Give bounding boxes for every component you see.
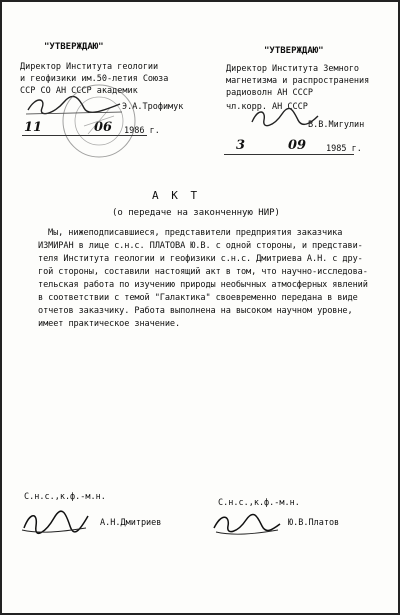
body-line: теля Института геологии и геофизики с.н.с. Дмитриева А.Н. с дру- bbox=[38, 254, 363, 264]
body-line: отчетов заказчику. Работа выполнена на высоком научном уровне, bbox=[38, 306, 353, 316]
left-approval-date-month: 06 bbox=[94, 120, 113, 135]
signature-left-title: С.н.с.,к.ф.-м.н. bbox=[24, 492, 106, 502]
left-approval-line1: Директор Института геологии bbox=[20, 62, 159, 72]
document-subtitle: (о передаче на законченную НИР) bbox=[112, 208, 280, 218]
body-line: ИЗМИРАН в лице с.н.с. ПЛАТОВА Ю.В. с одной стороны, и представи- bbox=[38, 241, 363, 251]
signature-left-name: А.Н.Дмитриев bbox=[100, 518, 162, 528]
signature-right-title: С.н.с.,к.ф.-м.н. bbox=[218, 498, 300, 508]
body-line: тельская работа по изучению природы необычных атмосферных явлений bbox=[38, 280, 368, 290]
right-approval-heading: "УТВЕРЖДАЮ" bbox=[264, 46, 324, 56]
left-approval-name: Э.А.Трофимук bbox=[122, 102, 184, 112]
left-approval-date-day: 11 bbox=[24, 120, 43, 135]
right-approval-line2: магнетизма и распространения bbox=[226, 76, 370, 86]
left-approval-line2: и геофизики им.50-летия Союза bbox=[20, 74, 169, 84]
body-line: имеет практическое значение. bbox=[38, 319, 181, 329]
body-line: Мы, нижеподписавшиеся, представители предприятия заказчика bbox=[48, 228, 343, 238]
signature-right-name: Ю.В.Платов bbox=[288, 518, 340, 528]
left-stamp-seal bbox=[60, 82, 138, 160]
right-approval-date-day: 3 bbox=[236, 138, 246, 153]
right-approval-name: В.В.Мигулин bbox=[308, 120, 365, 130]
right-date-underline bbox=[224, 154, 354, 155]
right-approval-date-year: 1985 г. bbox=[326, 144, 362, 154]
right-director-signature bbox=[250, 104, 320, 130]
left-approval-line3: ССР СО АН СССР академик bbox=[20, 86, 138, 96]
left-approval-heading: "УТВЕРЖДАЮ" bbox=[44, 42, 104, 52]
signature-right-handwritten bbox=[210, 510, 282, 538]
left-approval-date-year: 1986 г. bbox=[124, 126, 160, 136]
left-date-underline bbox=[22, 135, 147, 136]
right-approval-line3: радиоволн АН СССР bbox=[226, 88, 313, 98]
body-line: гой стороны, составили настоящий акт в том, что научно-исследова- bbox=[38, 267, 368, 277]
document-title: А К Т bbox=[152, 189, 201, 202]
right-approval-line4: чл.корр. АН СССР bbox=[226, 102, 308, 112]
right-approval-date-month: 09 bbox=[288, 138, 307, 153]
right-approval-line1: Директор Института Земного bbox=[226, 64, 360, 74]
signature-left-handwritten bbox=[20, 508, 90, 536]
body-line: в соответствии с темой "Галактика" своевременно передана в виде bbox=[38, 293, 358, 303]
